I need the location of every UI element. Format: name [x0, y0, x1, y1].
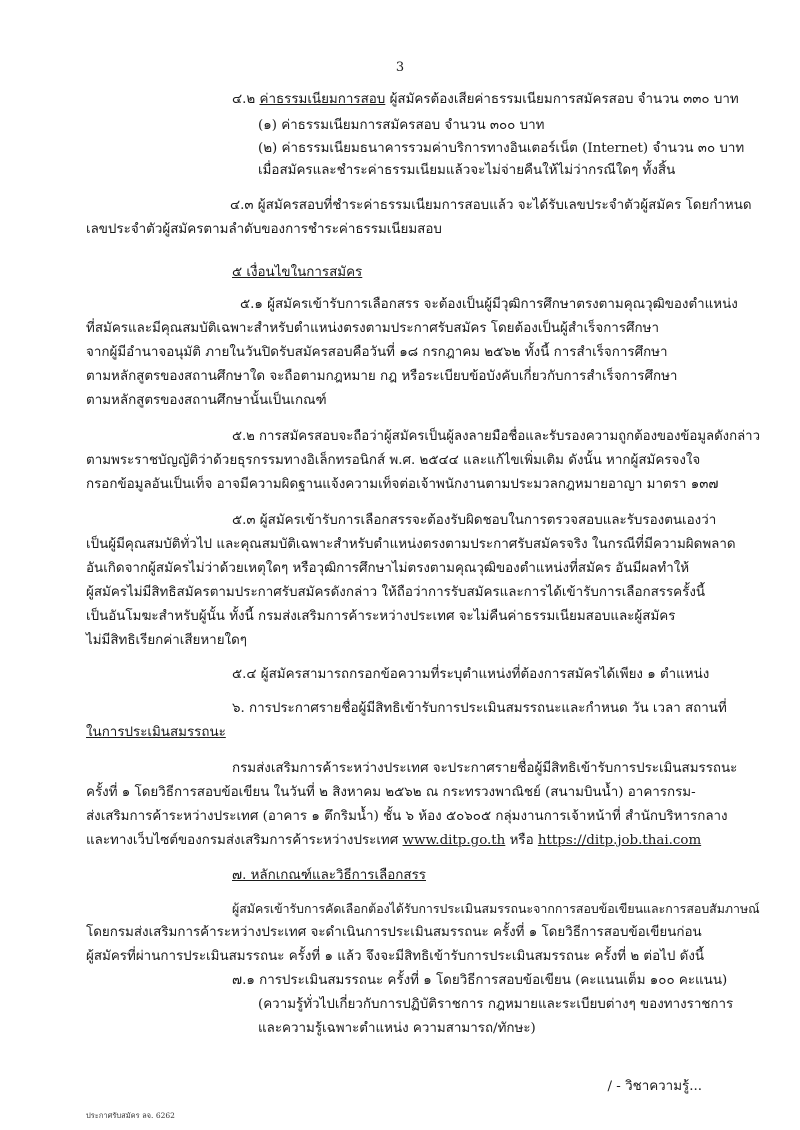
para-5-1-line-1: ๕.๑ ผู้สมัครเข้ารับการเลือกสรร จะต้องเป็นผู้มีวุฒิการศึกษาตรงตามคุณวุฒิของตำแหน่ง: [240, 297, 738, 312]
section-6-body-line-4-text: และทางเว็บไซต์ของกรมส่งเสริมการค้าระหว่างประเทศ: [86, 833, 399, 848]
para-5-2-line-3: กรอกข้อมูลอันเป็นเท็จ อาจมีความผิดฐานแจ้งความเท็จต่อเจ้าพนักงานตามประมวลกฎหมายอาญา มาตรา ๑๓๗: [86, 477, 719, 492]
section-6-body-line-1: กรมส่งเสริมการค้าระหว่างประเทศ จะประกาศรายชื่อผู้มีสิทธิเข้ารับการประเมินสมรรถนะ: [232, 761, 738, 776]
para-5-1-line-4: ตามหลักสูตรของสถานศึกษาใด จะถือตามกฎหมาย กฎ หรือระเบียบข้อบังคับเกี่ยวกับการสำเร็จการศึกษา: [86, 369, 678, 384]
page-number: 3: [395, 60, 405, 75]
section-6-body-line-4: [86, 832, 701, 850]
item-7-1-sub-line-1: (ความรู้ทั่วไปเกี่ยวกับการปฏิบัติราชการ กฎหมายและระเบียบต่างๆ ของทางราชการ: [258, 997, 734, 1012]
section-7-body-line-1: ผู้สมัครเข้ารับการคัดเลือกต้องได้รับการประเมินสมรรถนะจากการสอบข้อเขียนและการสอบสัมภาษณ์: [232, 901, 760, 916]
para-5-3-line-6: ไม่มีสิทธิเรียกค่าเสียหายใดๆ: [86, 633, 247, 648]
section-6-body-line-3: ส่งเสริมการค้าระหว่างประเทศ (อาคาร ๑ ตึกริมน้ำ) ชั้น ๖ ห้อง ๕๐๖๐๕ กลุ่มงานการเจ้าหน้าที่ สำนักบริหารกลาง: [86, 809, 728, 824]
or-word: หรือ: [509, 833, 534, 848]
section-4-2-number: ๔.๒: [232, 92, 256, 107]
para-5-3-line-1: ๕.๓ ผู้สมัครเข้ารับการเลือกสรรจะต้องรับผิดชอบในการตรวจสอบและรับรองตนเองว่า: [232, 513, 717, 528]
ditp-job-link[interactable]: https://ditp.job.thai.com: [537, 833, 702, 848]
para-5-1-line-2: ที่สมัครและมีคุณสมบัติเฉพาะสำหรับตำแหน่งตรงตามประกาศรับสมัคร โดยต้องเป็นผู้สำเร็จการศึกษา: [86, 321, 659, 336]
continuation-marker: / - วิชาความรู้...: [607, 1079, 702, 1094]
footer-note: ประกาศรับสมัคร ลจ. 6262: [86, 1111, 175, 1120]
para-5-4: ๕.๔ ผู้สมัครสามารถกรอกข้อความที่ระบุตำแหน่งที่ต้องการสมัครได้เพียง ๑ ตำแหน่ง: [232, 667, 710, 682]
section-4-2-title: ค่าธรรมเนียมการสอบ: [259, 92, 386, 107]
para-5-3-line-2: เป็นผู้มีคุณสมบัติทั่วไป และคุณสมบัติเฉพาะสำหรับตำแหน่งตรงตามประกาศรับสมัครจริง ในกรณีที่มีความผิดพลาด: [86, 537, 736, 552]
section-4-2-heading: [232, 91, 739, 109]
section-6-heading-line-1: ๖. การประกาศรายชื่อผู้มีสิทธิเข้ารับการประเมินสมรรถนะและกำหนด วัน เวลา สถานที่: [232, 701, 727, 716]
section-6-body-line-2: ครั้งที่ ๑ โดยวิธีการสอบข้อเขียน ในวันที่ ๒ สิงหาคม ๒๕๖๒ ณ กระทรวงพาณิชย์ (สนามบินน้ำ) อาคารกรม-: [86, 785, 696, 800]
section-4-2-text: ผู้สมัครต้องเสียค่าธรรมเนียมการสมัครสอบ จำนวน ๓๓๐ บาท: [389, 92, 739, 107]
para-5-3-line-4: ผู้สมัครไม่มีสิทธิสมัครตามประกาศรับสมัครดังกล่าว ให้ถือว่าการรับสมัครและการได้เข้ารับการเลือกสรรครั้งนี้: [86, 585, 706, 600]
para-5-1-line-5: ตามหลักสูตรของสถานศึกษานั้นเป็นเกณฑ์: [86, 393, 327, 408]
para-5-3-line-5: เป็นอันโมฆะสำหรับผู้นั้น ทั้งนี้ กรมส่งเสริมการค้าระหว่างประเทศ จะไม่คืนค่าธรรมเนียมสอบและผู้สมัคร: [86, 609, 676, 624]
fee-item-1: (๑) ค่าธรรมเนียมการสมัครสอบ จำนวน ๓๐๐ บาท: [258, 118, 545, 133]
para-5-3-line-3: อันเกิดจากผู้สมัครไม่ว่าด้วยเหตุใดๆ หรือวุฒิการศึกษาไม่ตรงตามคุณวุฒิของตำแหน่งที่สมัคร อันมีผลทำให้: [86, 561, 690, 576]
section-7-heading: ๗. หลักเกณฑ์และวิธีการเลือกสรร: [232, 868, 426, 883]
item-7-1: ๗.๑ การประเมินสมรรถนะ ครั้งที่ ๑ โดยวิธีการสอบข้อเขียน (คะแนนเต็ม ๑๐๐ คะแนน): [232, 973, 728, 988]
section-4-3-line-1: ๔.๓ ผู้สมัครสอบที่ชำระค่าธรรมเนียมการสอบแล้ว จะได้รับเลขประจำตัวผู้สมัคร โดยกำหนด: [230, 198, 752, 213]
para-5-2-line-2: ตามพระราชบัญญัติว่าด้วยธุรกรรมทางอิเล็กทรอนิกส์ พ.ศ. ๒๕๔๔ และแก้ไขเพิ่มเติม ดังนั้น หากผู้สมัครจงใจ: [86, 453, 701, 468]
fee-item-2: (๒) ค่าธรรมเนียมธนาคารรวมค่าบริการทางอินเตอร์เน็ต (Internet) จำนวน ๓๐ บาท: [258, 141, 745, 156]
para-5-1-line-3: จากผู้มีอำนาจอนุมัติ ภายในวันปิดรับสมัครสอบคือวันที่ ๑๘ กรกฎาคม ๒๕๖๒ ทั้งนี้ การสำเร็จการศึกษา: [86, 345, 668, 360]
fee-no-refund-note: เมื่อสมัครและชำระค่าธรรมเนียมแล้วจะไม่จ่ายคืนให้ไม่ว่ากรณีใดๆ ทั้งสิ้น: [258, 163, 676, 178]
section-7-body-line-3: ผู้สมัครที่ผ่านการประเมินสมรรถนะ ครั้งที่ ๑ แล้ว จึงจะมีสิทธิเข้ารับการประเมินสมรรถนะ ครั้งที่ ๒ ต่อไป ดังนี้: [86, 949, 705, 964]
item-7-1-sub-line-2: และความรู้เฉพาะตำแหน่ง ความสามารถ/ทักษะ): [258, 1021, 536, 1036]
para-5-2-line-1: ๕.๒ การสมัครสอบจะถือว่าผู้สมัครเป็นผู้ลงลายมือชื่อและรับรองความถูกต้องของข้อมูลดังกล่าว: [232, 429, 760, 444]
section-7-body-line-2: โดยกรมส่งเสริมการค้าระหว่างประเทศ จะดำเนินการประเมินสมรรถนะ ครั้งที่ ๑ โดยวิธีการสอบข้อเขียนก่อน: [86, 925, 702, 940]
section-4-3-line-2: เลขประจำตัวผู้สมัครตามลำดับของการชำระค่าธรรมเนียมสอบ: [86, 222, 442, 237]
section-6-heading-line-2: ในการประเมินสมรรถนะ: [86, 725, 226, 740]
ditp-website-link[interactable]: www.ditp.go.th: [402, 833, 506, 848]
section-5-heading: ๕ เงื่อนไขในการสมัคร: [232, 265, 363, 280]
